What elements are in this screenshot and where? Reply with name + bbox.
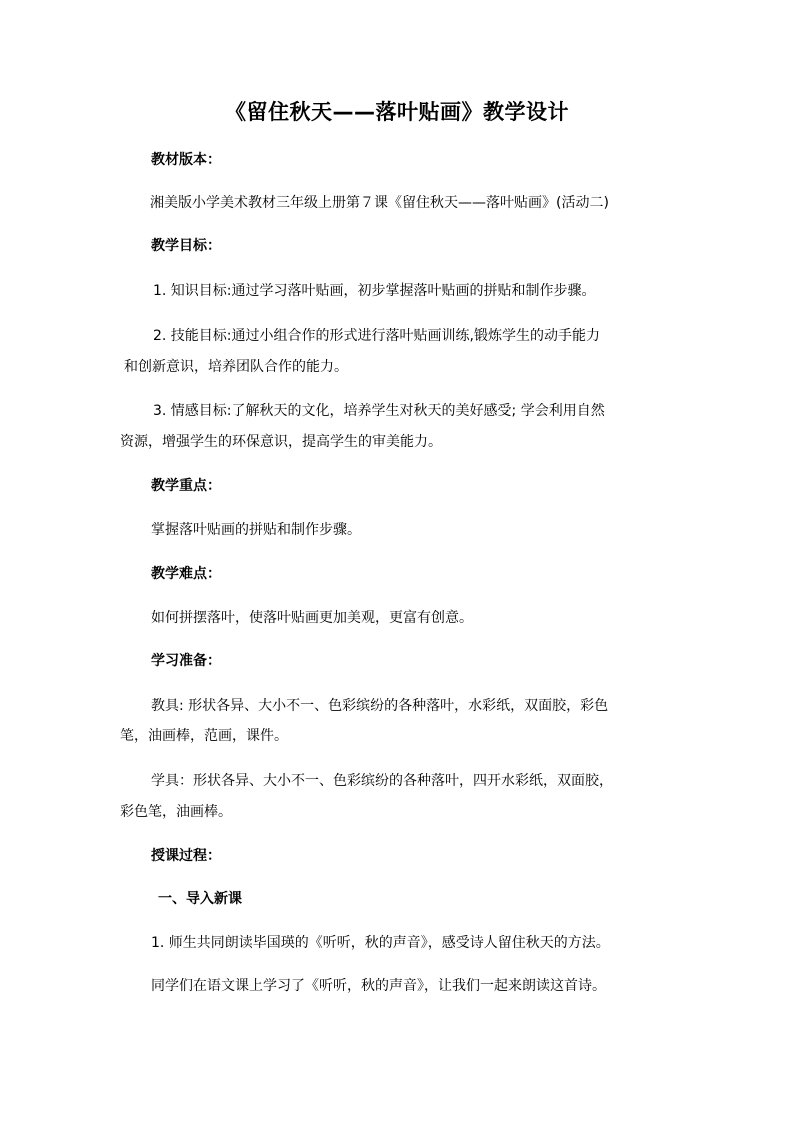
preparation-heading: 学习准备： (151, 653, 221, 669)
goal-3-line-2: 资源，增强学生的环保意识，提高学生的审美能力。 (120, 434, 442, 450)
step-1-item-1: 1. 师生共同朗读毕国瑛的《听听，秋的声音》，感受诗人留住秋天的方法。 (151, 935, 610, 951)
teacher-tools-line-1: 教具: 形状各异、大小不一、色彩缤纷的各种落叶，水彩纸，双面胶，彩色 (151, 698, 609, 714)
difficulty-heading: 教学难点： (151, 566, 221, 582)
process-heading: 授课过程： (151, 848, 221, 864)
goal-3-line-1: 3. 情感目标:了解秋天的文化，培养学生对秋天的美好感受; 学会利用自然 (153, 403, 605, 419)
student-tools-line-2: 彩色笔，油画棒。 (120, 804, 232, 820)
goal-1: 1. 知识目标:通过学习落叶贴画，初步掌握落叶贴画的拼贴和制作步骤。 (153, 283, 596, 299)
difficulty-text: 如何拼摆落叶，使落叶贴画更加美观，更富有创意。 (151, 610, 473, 626)
goal-2-line-1: 2. 技能目标:通过小组合作的形式进行落叶贴画训练,锻炼学生的动手能力 (153, 328, 600, 344)
edition-heading: 教材版本： (151, 152, 221, 168)
edition-text: 湘美版小学美术教材三年级上册第７课《留住秋天——落叶贴画》(活动二) (150, 195, 609, 211)
key-points-heading: 教学重点： (151, 478, 221, 494)
key-points-text: 掌握落叶贴画的拼贴和制作步骤。 (151, 522, 361, 538)
goals-heading: 教学目标： (151, 238, 221, 254)
step-1-item-2: 同学们在语文课上学习了《听听，秋的声音》，让我们一起来朗读这首诗。 (151, 978, 606, 994)
student-tools-line-1: 学具：形状各异、大小不一、色彩缤纷的各种落叶，四开水彩纸，双面胶， (151, 773, 613, 789)
goal-2-line-2: 和创新意识，培养团队合作的能力。 (124, 359, 348, 375)
step-1-heading: 一、导入新课 (158, 891, 242, 907)
document-title: 《留住秋天——落叶贴画》教学设计 (225, 100, 569, 124)
teacher-tools-line-2: 笔，油画棒，范画，课件。 (120, 728, 288, 744)
